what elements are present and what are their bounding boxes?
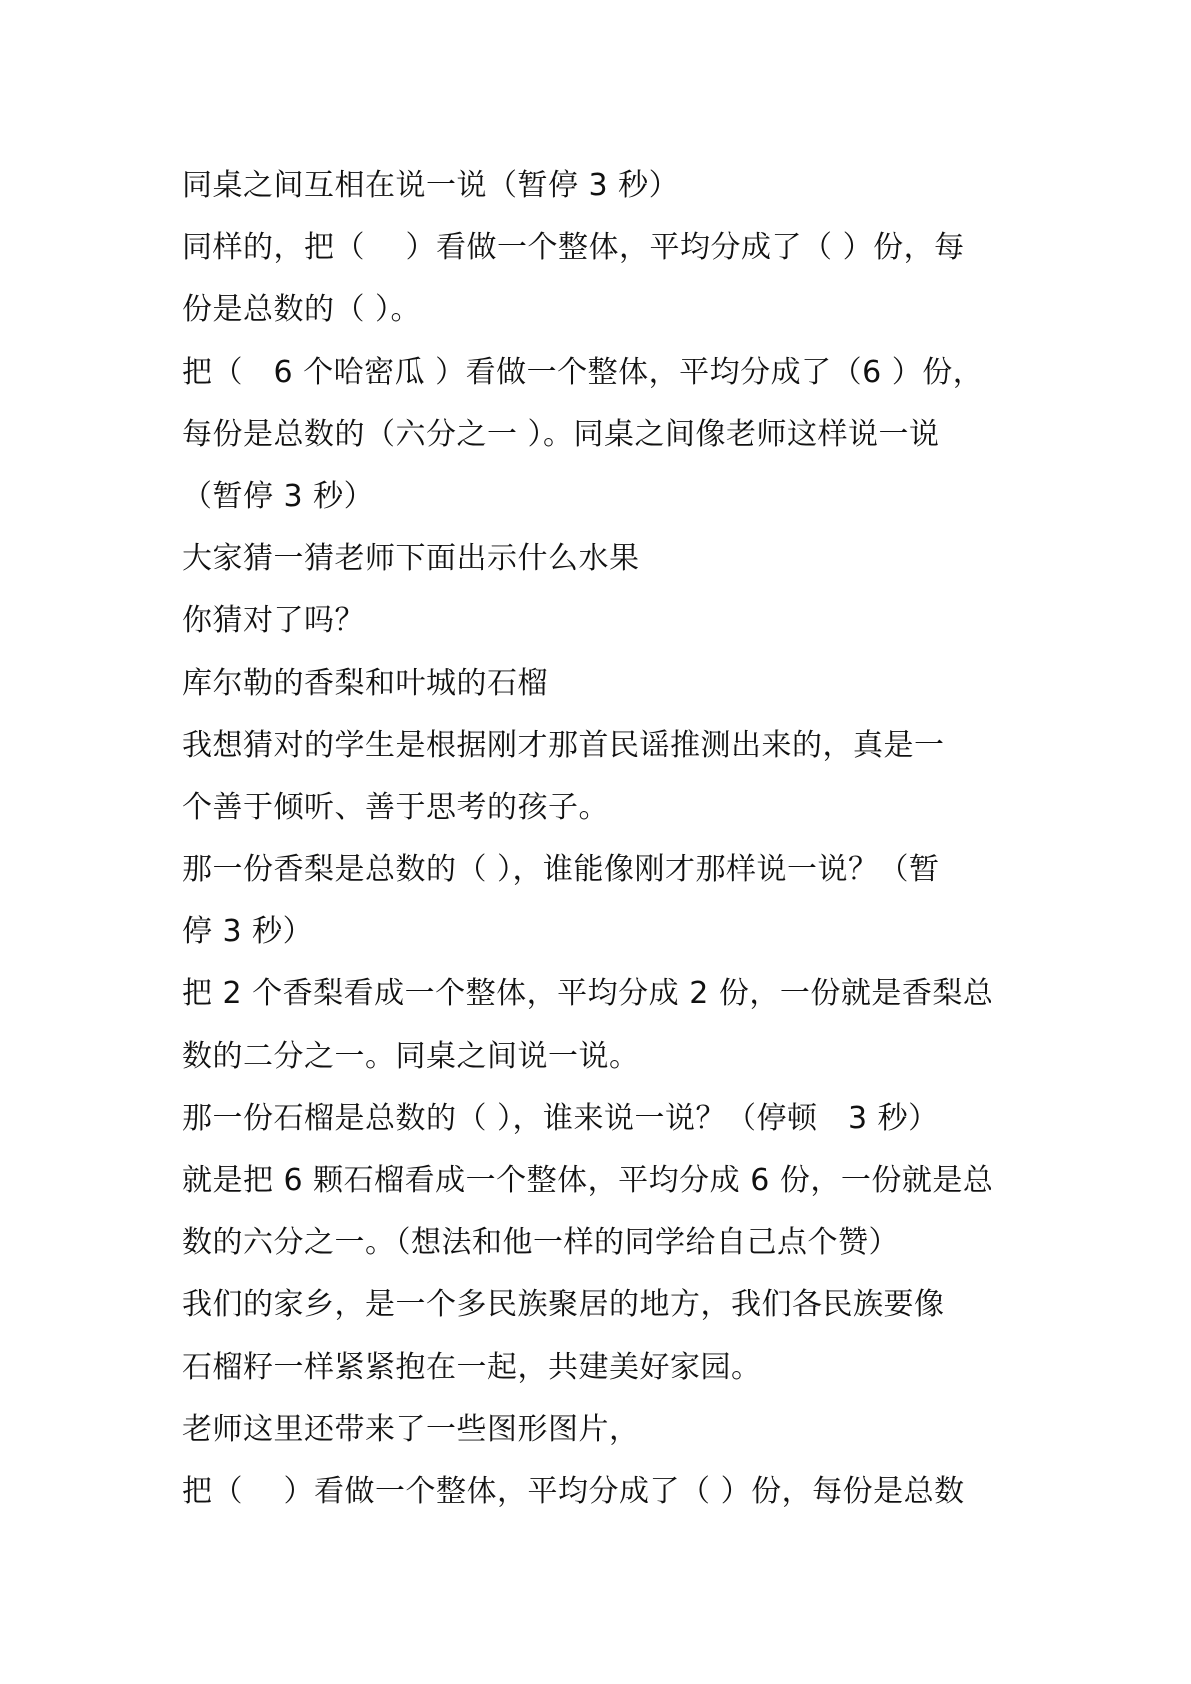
text-line: 我想猜对的学生是根据刚才那首民谣推测出来的，真是一 [182, 727, 945, 763]
text-line: （暂停 3 秒） [182, 478, 375, 514]
text-line: 同样的，把（ ）看做一个整体，平均分成了（ ）份，每 [182, 230, 965, 266]
text-line: 库尔勒的香梨和叶城的石榴 [182, 665, 548, 701]
text-line: 大家猜一猜老师下面出示什么水果 [182, 541, 640, 577]
text-line: 石榴籽一样紧紧抱在一起，共建美好家园。 [182, 1349, 762, 1385]
text-line: 我们的家乡，是一个多民族聚居的地方，我们各民族要像 [182, 1287, 945, 1323]
text-line: 把 2 个香梨看成一个整体，平均分成 2 份，一份就是香梨总 [182, 976, 994, 1012]
text-line: 你猜对了吗？ [182, 603, 365, 639]
text-line: 数的二分之一。同桌之间说一说。 [182, 1038, 640, 1074]
text-line: 停 3 秒） [182, 914, 314, 950]
text-line: 把（ 6 个哈密瓜 ）看做一个整体，平均分成了（6 ）份， [182, 354, 984, 390]
text-line: 那一份香梨是总数的（ ），谁能像刚才那样说一说？（暂 [182, 852, 940, 888]
text-line: 每份是总数的（六分之一 ）。同桌之间像老师这样说一说 [182, 416, 940, 452]
text-line: 那一份石榴是总数的（ ），谁来说一说？（停顿 3 秒） [182, 1100, 939, 1136]
text-line: 同桌之间互相在说一说（暂停 3 秒） [182, 168, 680, 203]
text-line: 就是把 6 颗石榴看成一个整体，平均分成 6 份，一份就是总 [182, 1163, 994, 1198]
document-body [182, 155, 1022, 1523]
text-line: 份是总数的（ ）。 [182, 292, 422, 328]
text-line: 数的六分之一。（想法和他一样的同学给自己点个赞） [182, 1225, 899, 1261]
text-line: 把（ ）看做一个整体，平均分成了（ ）份，每份是总数 [182, 1473, 965, 1509]
text-line: 老师这里还带来了一些图形图片， [182, 1411, 640, 1447]
text-line: 个善于倾听、善于思考的孩子。 [182, 789, 609, 825]
